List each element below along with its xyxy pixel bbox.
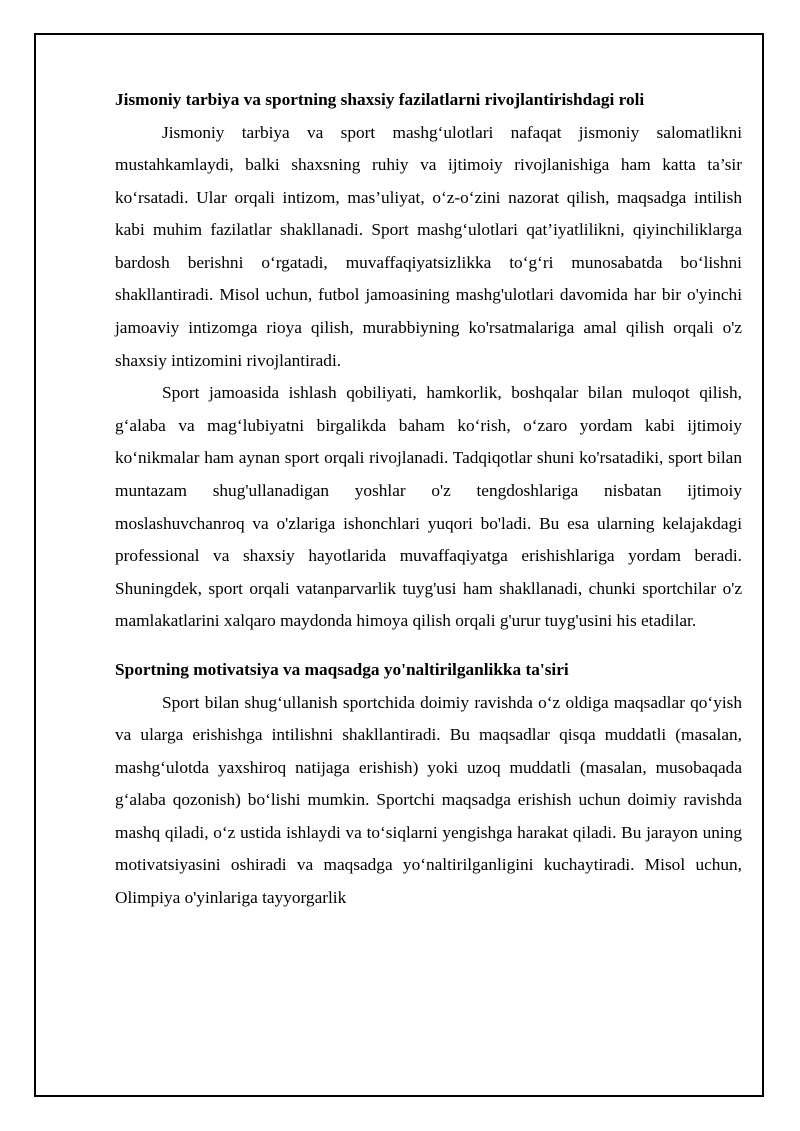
section-heading-2: Sportning motivatsiya va maqsadga yo'naltirilganlikka ta'siri: [115, 660, 569, 679]
section-heading-1: Jismoniy tarbiya va sportning shaxsiy fazilatlarni rivojlantirishdagi roli: [115, 90, 645, 109]
section-1-paragraph-2: Sport jamoasida ishlash qobiliyati, hamkorlik, boshqalar bilan muloqot qilish, g‘alaba va mag‘lubiyatni birgalikda baham ko‘rish, o‘zaro yordam kabi ijtimoiy ko‘nikmalar ham aynan sport orqali rivojlanadi. Tadqiqotlar shuni ko'rsatadiki, sport bilan muntazam shug'ullanadigan yoshlar o'z tengdoshlariga nisbatan ijtimoiy moslashuvchanroq va o'zlariga ishonchlari yuqori bo'ladi. Bu esa ularning kelajakdagi professional va shaxsiy hayotlarida muvaffaqiyatga erishishlariga yordam beradi. Shuningdek, sport orqali vatanparvarlik tuyg'usi ham shakllanadi, chunki sportchilar o'z mamlakatlarini xalqaro maydonda himoya qilish orqali g'urur tuyg'usini his etadilar.: [115, 383, 742, 631]
document-body: [115, 84, 742, 915]
section-2-paragraph-1: Sport bilan shug‘ullanish sportchida doimiy ravishda o‘z oldiga maqsadlar qo‘yish va ularga erishishga intilishni shakllantiradi. Bu maqsadlar qisqa muddatli (masalan, mashg‘ulotda yaxshiroq natijaga erishish) yoki uzoq muddatli (masalan, musobaqada g‘alaba qozonish) bo‘lishi mumkin. Sportchi maqsadga erishish uchun doimiy ravishda mashq qiladi, o‘z ustida ishlaydi va to‘siqlarni yengishga harakat qiladi. Bu jarayon uning motivatsiyasini oshiradi va maqsadga yo‘naltirilganligini kuchaytiradi. Misol uchun, Olimpiya o'yinlariga tayyorgarlik: [115, 692, 742, 908]
section-1-paragraph-1: Jismoniy tarbiya va sport mashg‘ulotlari nafaqat jismoniy salomatlikni mustahkamlaydi, balki shaxsning ruhiy va ijtimoiy rivojlanishiga ham katta ta’sir ko‘rsatadi. Ular orqali intizom, mas’uliyat, o‘z-o‘zini nazorat qilish, maqsadga intilish kabi muhim fazilatlar shakllanadi. Sport mashg‘ulotlari qat’iyatlilikni, qiyinchiliklarga bardosh berishni o‘rgatadi, muvaffaqiyatsizlikka to‘g‘ri munosabatda bo‘lishni shakllantiradi. Misol uchun, futbol jamoasining mashg'ulotlari davomida har bir o'yinchi jamoaviy intizomga rioya qilish, murabbiyning ko'rsatmalariga amal qilish orqali o'z shaxsiy intizomini rivojlantiradi.: [115, 122, 742, 370]
